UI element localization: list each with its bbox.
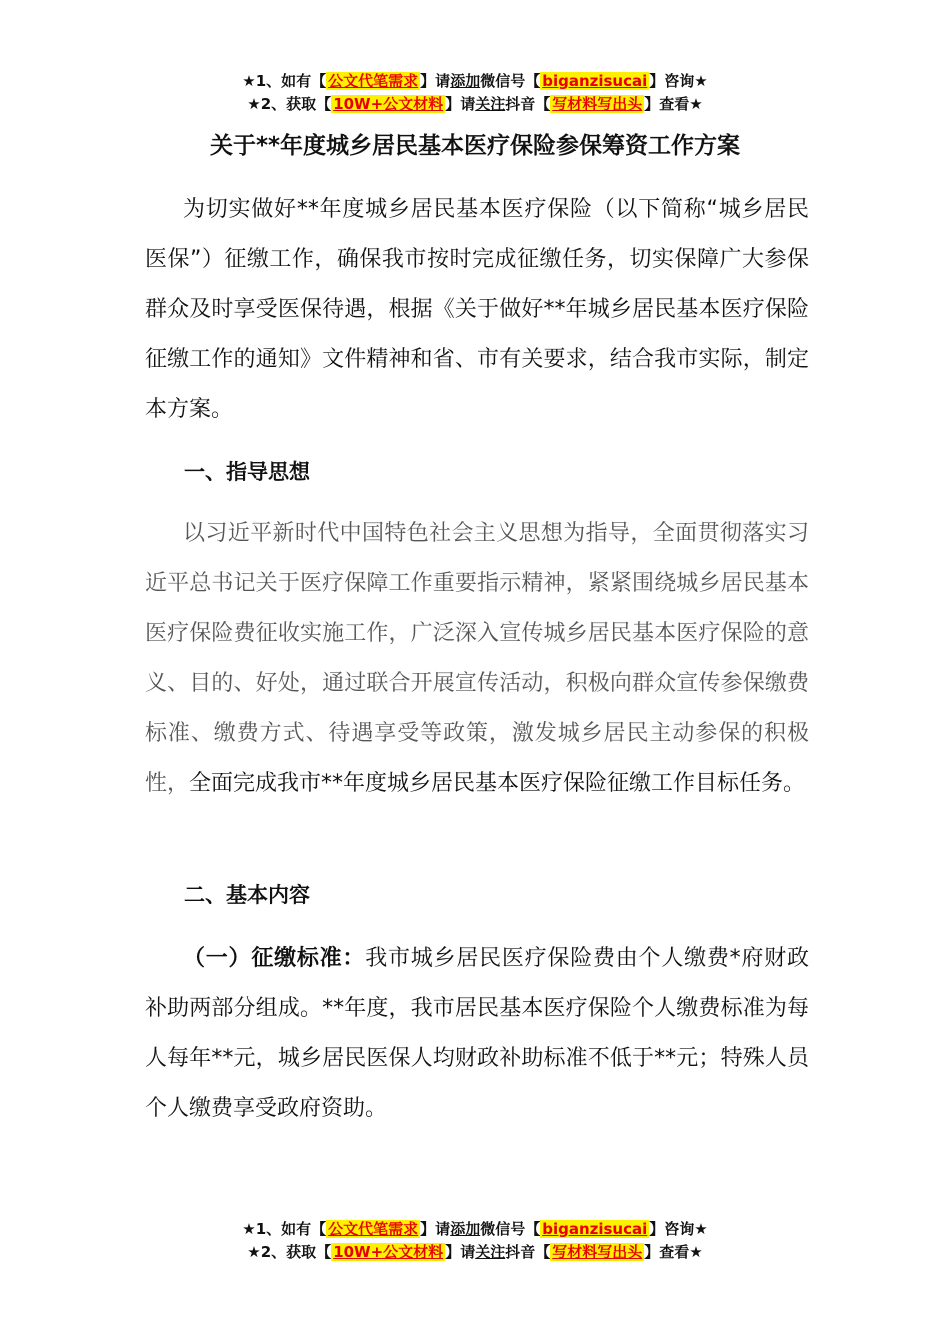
promo-highlight: 10W+公文材料 [333, 95, 444, 113]
promo-highlight: 写材料写出头 [552, 95, 643, 113]
paragraph-text-gray: 以习近平新时代中国特色社会主义思想为指导，全面贯彻落实习近平总书记关于医疗保障工作重要指示精神，紧紧围绕城乡居民基本医疗保险费征收实施工作，广泛深入宣传城乡居民基本医疗保险的意义、目的、好处，通过联合开展宣传活动，积极向群众宣传参保缴费标准、缴费方式、待遇享受等政策，激发城乡居民主动参保的积极性， [145, 521, 809, 796]
promo-text: 】请 [420, 1220, 451, 1238]
promo-text: 】请 [420, 72, 451, 90]
promo-underline: 添加 [450, 1220, 481, 1238]
promo-highlight: 10W+公文材料 [333, 1243, 444, 1261]
promo-text: 】查看★ [644, 95, 703, 113]
promo-text: 】查看★ [644, 1243, 703, 1261]
promo-underline: 关注 [475, 95, 506, 113]
promo-text: 】咨询★ [649, 1220, 708, 1238]
promo-text: 微信号【 [480, 1220, 541, 1238]
promo-line-1 [0, 70, 950, 93]
promo-text: 微信号【 [480, 72, 541, 90]
promo-highlight: biganzisucai [542, 1220, 648, 1238]
promo-line-2 [0, 1241, 950, 1264]
promo-text: 】咨询★ [649, 72, 708, 90]
promo-text: 抖音【 [505, 95, 551, 113]
promo-banner-top [0, 70, 950, 116]
promo-text: ★2、获取【 [247, 1243, 332, 1261]
item-label: （一）征缴标准： [183, 946, 366, 971]
promo-highlight: biganzisucai [542, 72, 648, 90]
guiding-ideology-paragraph [145, 509, 809, 809]
promo-underline: 添加 [450, 72, 481, 90]
promo-text: 】请 [445, 95, 476, 113]
item-text: 我市城乡居民医疗保险费由个人缴费*府财政补助两部分组成。**年度，我市居民基本医疗保险个人缴费标准为每人每年**元，城乡居民医保人均财政补助标准不低于**元；特殊人员个人缴费享受政府资助。 [145, 946, 809, 1121]
promo-line-2 [0, 93, 950, 116]
promo-line-1 [0, 1218, 950, 1241]
intro-paragraph: 为切实做好**年度城乡居民基本医疗保险（以下简称“城乡居民医保”）征缴工作，确保我市按时完成征缴任务，切实保障广大参保群众及时享受医保待遇，根据《关于做好**年城乡居民基本医疗保险征缴工作的通知》文件精神和省、市有关要求，结合我市实际，制定本方案。 [145, 197, 809, 422]
promo-highlight: 写材料写出头 [552, 1243, 643, 1261]
paragraph-text: 全面完成我市**年度城乡居民基本医疗保险征缴工作目标任务。 [189, 771, 806, 796]
promo-text: ★1、如有【 [242, 72, 327, 90]
promo-text: 抖音【 [505, 1243, 551, 1261]
promo-banner-bottom [0, 1218, 950, 1264]
promo-text: 】请 [445, 1243, 476, 1261]
promo-text: ★1、如有【 [242, 1220, 327, 1238]
section-heading-basic-content: 二、基本内容 [184, 883, 310, 907]
promo-underline: 关注 [475, 1243, 506, 1261]
document-title: 关于**年度城乡居民基本医疗保险参保筹资工作方案 [209, 133, 741, 159]
promo-highlight: 公文代笔需求 [328, 1220, 419, 1238]
promo-highlight: 公文代笔需求 [328, 72, 419, 90]
section-heading-guiding-ideology: 一、指导思想 [184, 460, 310, 484]
promo-text: ★2、获取【 [247, 95, 332, 113]
collection-standard-paragraph [145, 934, 809, 1134]
